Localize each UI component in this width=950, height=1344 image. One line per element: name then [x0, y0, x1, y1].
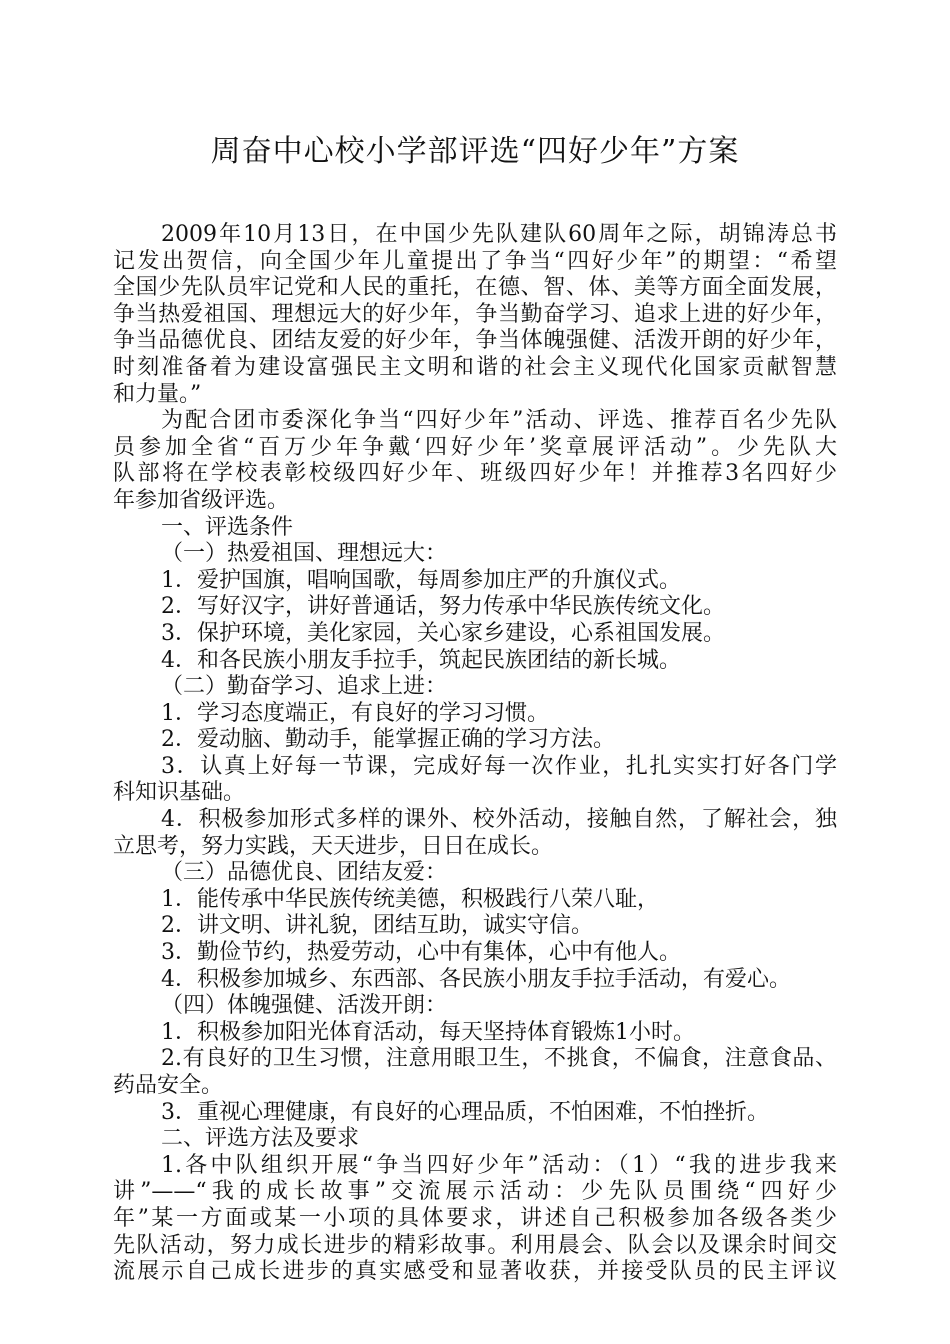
text-line: 员参加全省“百万少年争戴‘四好少年’奖章展评活动”。少先队大 [113, 434, 837, 460]
text-line: 记发出贺信，向全国少年儿童提出了争当“四好少年”的期望：“希望 [113, 248, 837, 274]
text-line: 3．勤俭节约，热爱劳动，心中有集体，心中有他人。 [161, 940, 681, 966]
text-line: 一、评选条件 [161, 514, 294, 540]
text-line: 1．爱护国旗，唱响国歌，每周参加庄严的升旗仪式。 [161, 567, 681, 593]
text-line: 先队活动，努力成长进步的精彩故事。利用晨会、队会以及课余时间交 [113, 1232, 837, 1258]
text-line: 流展示自己成长进步的真实感受和显著收获，并接受队员的民主评议 [113, 1259, 837, 1285]
text-line: 2．讲文明、讲礼貌，团结互助，诚实守信。 [161, 913, 593, 939]
text-line: （四）体魄强健、活泼开朗： [161, 993, 448, 1019]
text-line: 1.各中队组织开展“争当四好少年”活动：（1）“我的进步我来 [161, 1152, 837, 1178]
text-line: 2．写好汉字，讲好普通话，努力传承中华民族传统文化。 [161, 594, 725, 620]
text-line: 4．和各民族小朋友手拉手，筑起民族团结的新长城。 [161, 647, 681, 673]
text-line: 2009年10月13日，在中国少先队建队60周年之际，胡锦涛总书 [161, 222, 837, 247]
text-line: 立思考，努力实践，天天进步，日日在成长。 [113, 833, 554, 859]
text-line: （一）热爱祖国、理想远大： [161, 541, 448, 567]
text-line: 4．积极参加形式多样的课外、校外活动，接触自然，了解社会，独 [161, 807, 837, 833]
document-title: 周奋中心校小学部评选“四好少年”方案 [210, 134, 740, 169]
text-line: 为配合团市委深化争当“四好少年”活动、评选、推荐百名少先队 [161, 408, 837, 434]
text-line: 2．爱动脑、勤动手，能掌握正确的学习方法。 [161, 727, 615, 753]
text-line: 4．积极参加城乡、东西部、各民族小朋友手拉手活动，有爱心。 [161, 966, 791, 992]
text-line: 药品安全。 [113, 1073, 224, 1098]
document-body [113, 222, 837, 1286]
text-line: 1．学习态度端正，有良好的学习习惯。 [161, 700, 549, 726]
text-line: 争当热爱祖国、理想远大的好少年，争当勤奋学习、追求上进的好少年， [113, 301, 837, 327]
text-line: 队部将在学校表彰校级四好少年、班级四好少年！并推荐3名四好少 [113, 461, 837, 487]
text-line: 1．积极参加阳光体育活动，每天坚持体育锻炼1小时。 [161, 1019, 695, 1045]
text-line: 年”某一方面或某一小项的具体要求，讲述自己积极参加各级各类少 [113, 1205, 837, 1231]
text-line: 时刻准备着为建设富强民主文明和谐的社会主义现代化国家贡献智慧 [113, 354, 837, 380]
text-line: 全国少先队员牢记党和人民的重托，在德、智、体、美等方面全面发展， [113, 275, 837, 301]
text-line: 3．保护环境，美化家园，关心家乡建设，心系祖国发展。 [161, 620, 725, 646]
text-line: （二）勤奋学习、追求上进： [161, 674, 448, 700]
text-line: 3．重视心理健康，有良好的心理品质，不怕困难，不怕挫折。 [161, 1099, 769, 1125]
text-line: 二、评选方法及要求 [161, 1126, 360, 1152]
text-line: 3．认真上好每一节课，完成好每一次作业，扎扎实实打好各门学 [161, 753, 837, 779]
text-line: 科知识基础。 [113, 780, 246, 806]
text-line: 1．能传承中华民族传统美德，积极践行八荣八耻， [161, 886, 659, 912]
text-line: 讲”——“我的成长故事”交流展示活动：少先队员围绕“四好少 [113, 1179, 837, 1205]
text-line: （三）品德优良、团结友爱： [161, 860, 448, 886]
text-line: 2.有良好的卫生习惯，注意用眼卫生，不挑食，不偏食，注意食品、 [161, 1046, 837, 1072]
text-line: 争当品德优良、团结友爱的好少年，争当体魄强健、活泼开朗的好少年， [113, 328, 837, 354]
text-line: 和力量。” [113, 381, 202, 407]
text-line: 年参加省级评选。 [113, 487, 290, 513]
